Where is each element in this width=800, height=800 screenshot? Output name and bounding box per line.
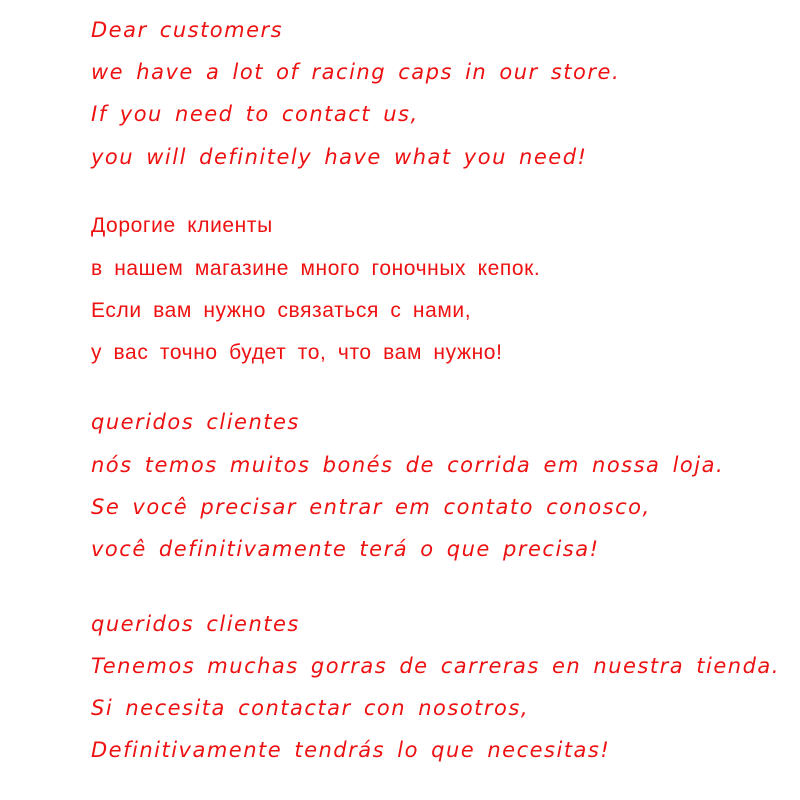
portuguese-greeting-line: queridos clientes (91, 410, 300, 434)
english-contact-line: If you need to contact us, (91, 102, 419, 126)
portuguese-closing-line: você definitivamente terá o que precisa! (91, 537, 600, 561)
english-closing-line: you will definitely have what you need! (91, 145, 588, 169)
english-store-line: we have a lot of racing caps in our store. (91, 60, 621, 84)
spanish-greeting-line: queridos clientes (91, 612, 300, 636)
spanish-closing-line: Definitivamente tendrás lo que necesitas! (91, 738, 611, 762)
portuguese-store-line: nós temos muitos bonés de corrida em nossa loja. (91, 453, 725, 477)
spanish-store-line: Tenemos muchas gorras de carreras en nuestra tienda. (91, 654, 780, 678)
russian-closing-line: у вас точно будет то, что вам нужно! (91, 341, 503, 364)
russian-store-line: в нашем магазине много гоночных кепок. (91, 257, 541, 280)
english-greeting-line: Dear customers (91, 18, 284, 42)
spanish-contact-line: Si necesita contactar con nosotros, (91, 696, 530, 720)
russian-greeting-line: Дорогие клиенты (91, 214, 273, 237)
russian-contact-line: Если вам нужно связаться с нами, (91, 299, 472, 322)
portuguese-contact-line: Se você precisar entrar em contato conosco, (91, 495, 651, 519)
